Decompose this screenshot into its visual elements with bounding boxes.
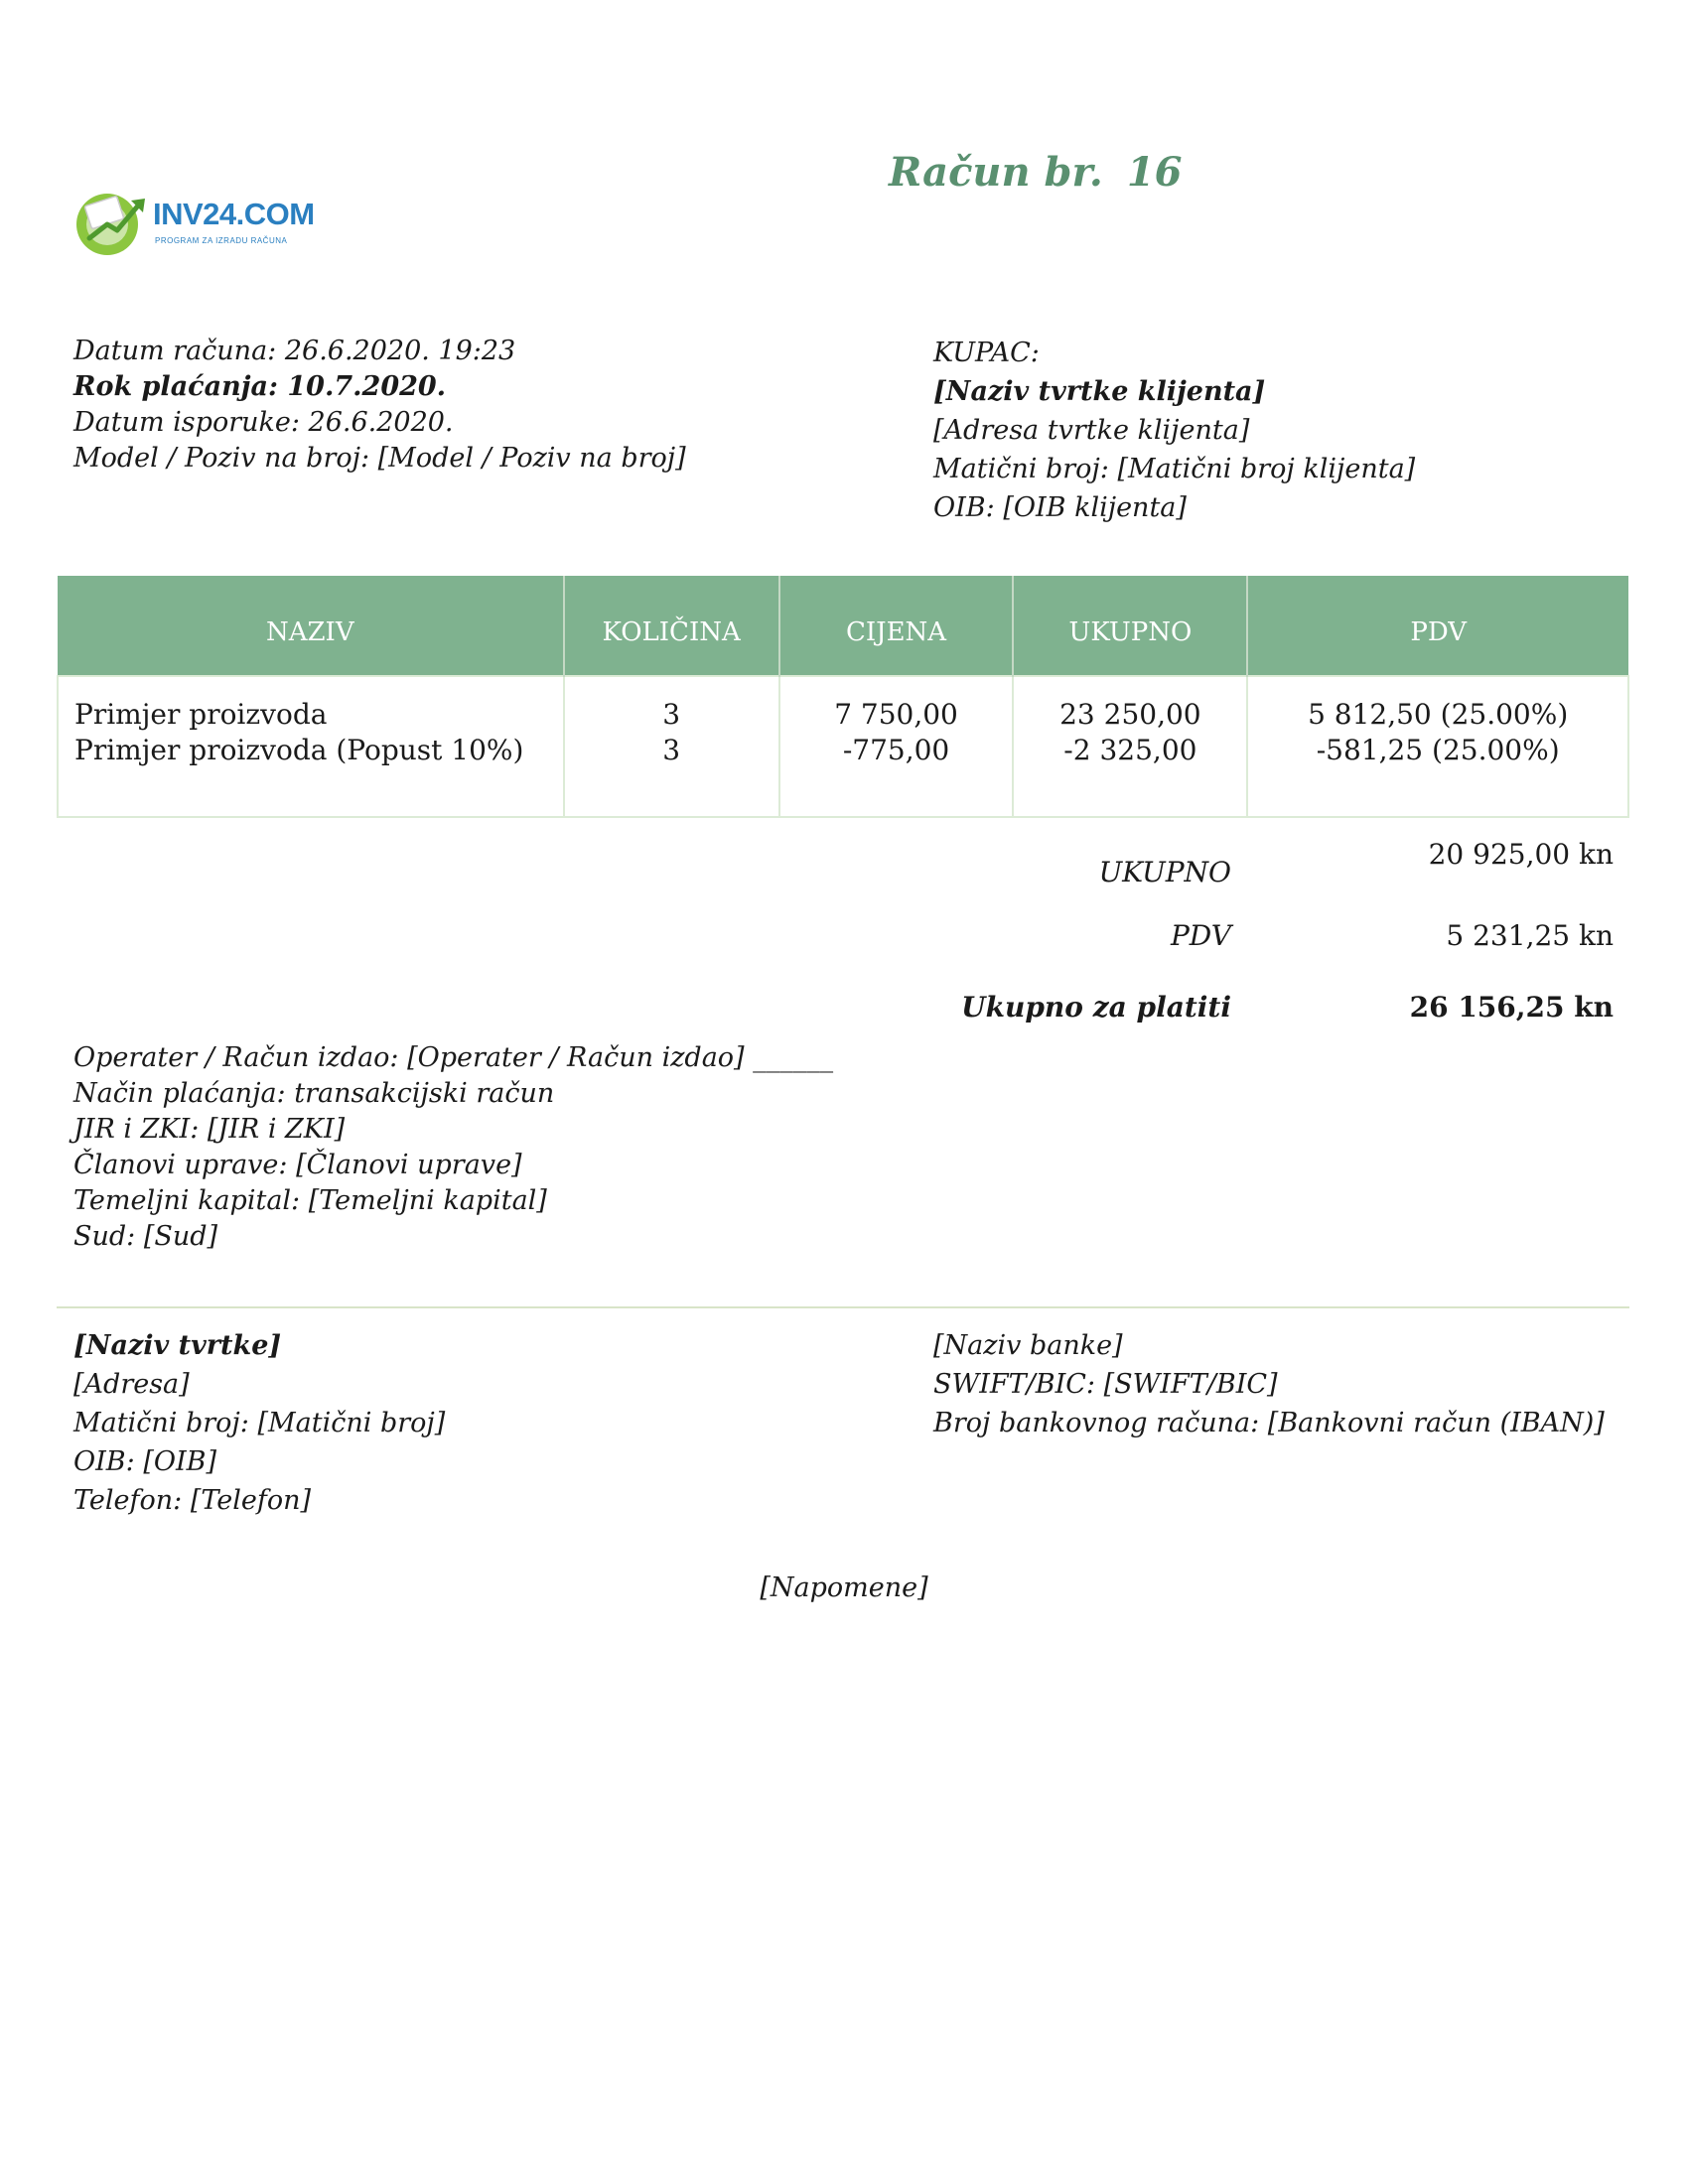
bank-iban: Broj bankovnog računa: [Bankovni račun (IBAN)] xyxy=(933,1408,1605,1438)
company-oib: OIB: [OIB] xyxy=(73,1446,217,1477)
footer-divider xyxy=(57,1306,1629,1308)
column-header-total: UKUPNO xyxy=(1013,576,1247,676)
invoice-dates-block xyxy=(73,334,686,477)
cell-name xyxy=(58,676,564,817)
invoice-title-label: Račun br. xyxy=(889,149,1103,196)
item-name: Primjer proizvoda xyxy=(74,698,328,731)
subtotal-label: UKUPNO xyxy=(1098,856,1231,888)
column-header-quantity: KOLIČINA xyxy=(564,576,779,676)
item-quantity: 3 xyxy=(662,734,681,766)
bank-swift: SWIFT/BIC: [SWIFT/BIC] xyxy=(933,1369,1278,1400)
logo-tagline: PROGRAM ZA IZRADU RAČUNA xyxy=(155,236,288,245)
cell-quantity xyxy=(564,676,779,817)
payment-reference: Model / Poziv na broj: [Model / Poziv na broj] xyxy=(73,443,686,474)
payment-method: Način plaćanja: transakcijski račun xyxy=(73,1078,555,1109)
item-quantity: 3 xyxy=(662,698,681,731)
company-name: [Naziv tvrtke] xyxy=(73,1330,282,1361)
grand-total-label: Ukupno za platiti xyxy=(961,991,1231,1024)
item-price: 7 750,00 xyxy=(834,698,958,731)
buyer-name: [Naziv tvrtke klijenta] xyxy=(933,376,1266,407)
company-logo xyxy=(73,187,315,260)
vat-total-label: PDV xyxy=(1170,919,1231,952)
company-phone: Telefon: [Telefon] xyxy=(73,1485,312,1516)
column-header-vat: PDV xyxy=(1247,576,1628,676)
invoice-arrow-logo-icon xyxy=(73,187,149,258)
invoice-date: Datum računa: 26.6.2020. 19:23 xyxy=(73,336,516,366)
company-info-block xyxy=(73,1326,445,1520)
buyer-address: [Adresa tvrtke klijenta] xyxy=(933,415,1250,446)
buyer-registration-number: Matični broj: [Matični broj klijenta] xyxy=(933,454,1416,484)
item-name: Primjer proizvoda (Popust 10%) xyxy=(74,734,524,766)
operator: Operater / Račun izdao: [Operater / Račun izdao] ______ xyxy=(73,1042,834,1073)
item-total: -2 325,00 xyxy=(1063,734,1197,766)
operator-info-block xyxy=(73,1040,833,1255)
payment-due-date: Rok plaćanja: 10.7.2020. xyxy=(73,371,447,402)
table-header-row xyxy=(58,576,1628,676)
cell-price xyxy=(779,676,1014,817)
board-members: Članovi uprave: [Članovi uprave] xyxy=(73,1150,522,1180)
grand-total-value: 26 156,25 kn xyxy=(1409,991,1614,1024)
cell-vat xyxy=(1247,676,1628,817)
vat-total-value: 5 231,25 kn xyxy=(1446,919,1614,952)
item-vat: -581,25 (25.00%) xyxy=(1316,734,1560,766)
cell-total xyxy=(1013,676,1247,817)
items-table xyxy=(57,576,1629,818)
notes: [Napomene] xyxy=(760,1572,928,1603)
bank-info-block xyxy=(933,1326,1605,1442)
buyer-oib: OIB: [OIB klijenta] xyxy=(933,492,1187,523)
invoice-number: 16 xyxy=(1126,149,1183,196)
buyer-block xyxy=(933,334,1415,527)
logo-brand-text: INV24.COM xyxy=(153,197,315,231)
table-row xyxy=(58,676,1628,817)
company-address: [Adresa] xyxy=(73,1369,190,1400)
item-total: 23 250,00 xyxy=(1059,698,1201,731)
bank-name: [Naziv banke] xyxy=(933,1330,1123,1361)
column-header-price: CIJENA xyxy=(779,576,1014,676)
invoice-title xyxy=(889,149,1183,196)
company-registration-number: Matični broj: [Matični broj] xyxy=(73,1408,446,1438)
item-vat: 5 812,50 (25.00%) xyxy=(1308,698,1569,731)
item-price: -775,00 xyxy=(842,734,950,766)
delivery-date: Datum isporuke: 26.6.2020. xyxy=(73,407,454,438)
buyer-heading: KUPAC: xyxy=(933,338,1040,368)
column-header-name: NAZIV xyxy=(58,576,564,676)
subtotal-value: 20 925,00 kn xyxy=(1428,838,1614,871)
jir-zki: JIR i ZKI: [JIR i ZKI] xyxy=(73,1114,346,1145)
share-capital: Temeljni kapital: [Temeljni kapital] xyxy=(73,1185,547,1216)
court: Sud: [Sud] xyxy=(73,1221,218,1252)
